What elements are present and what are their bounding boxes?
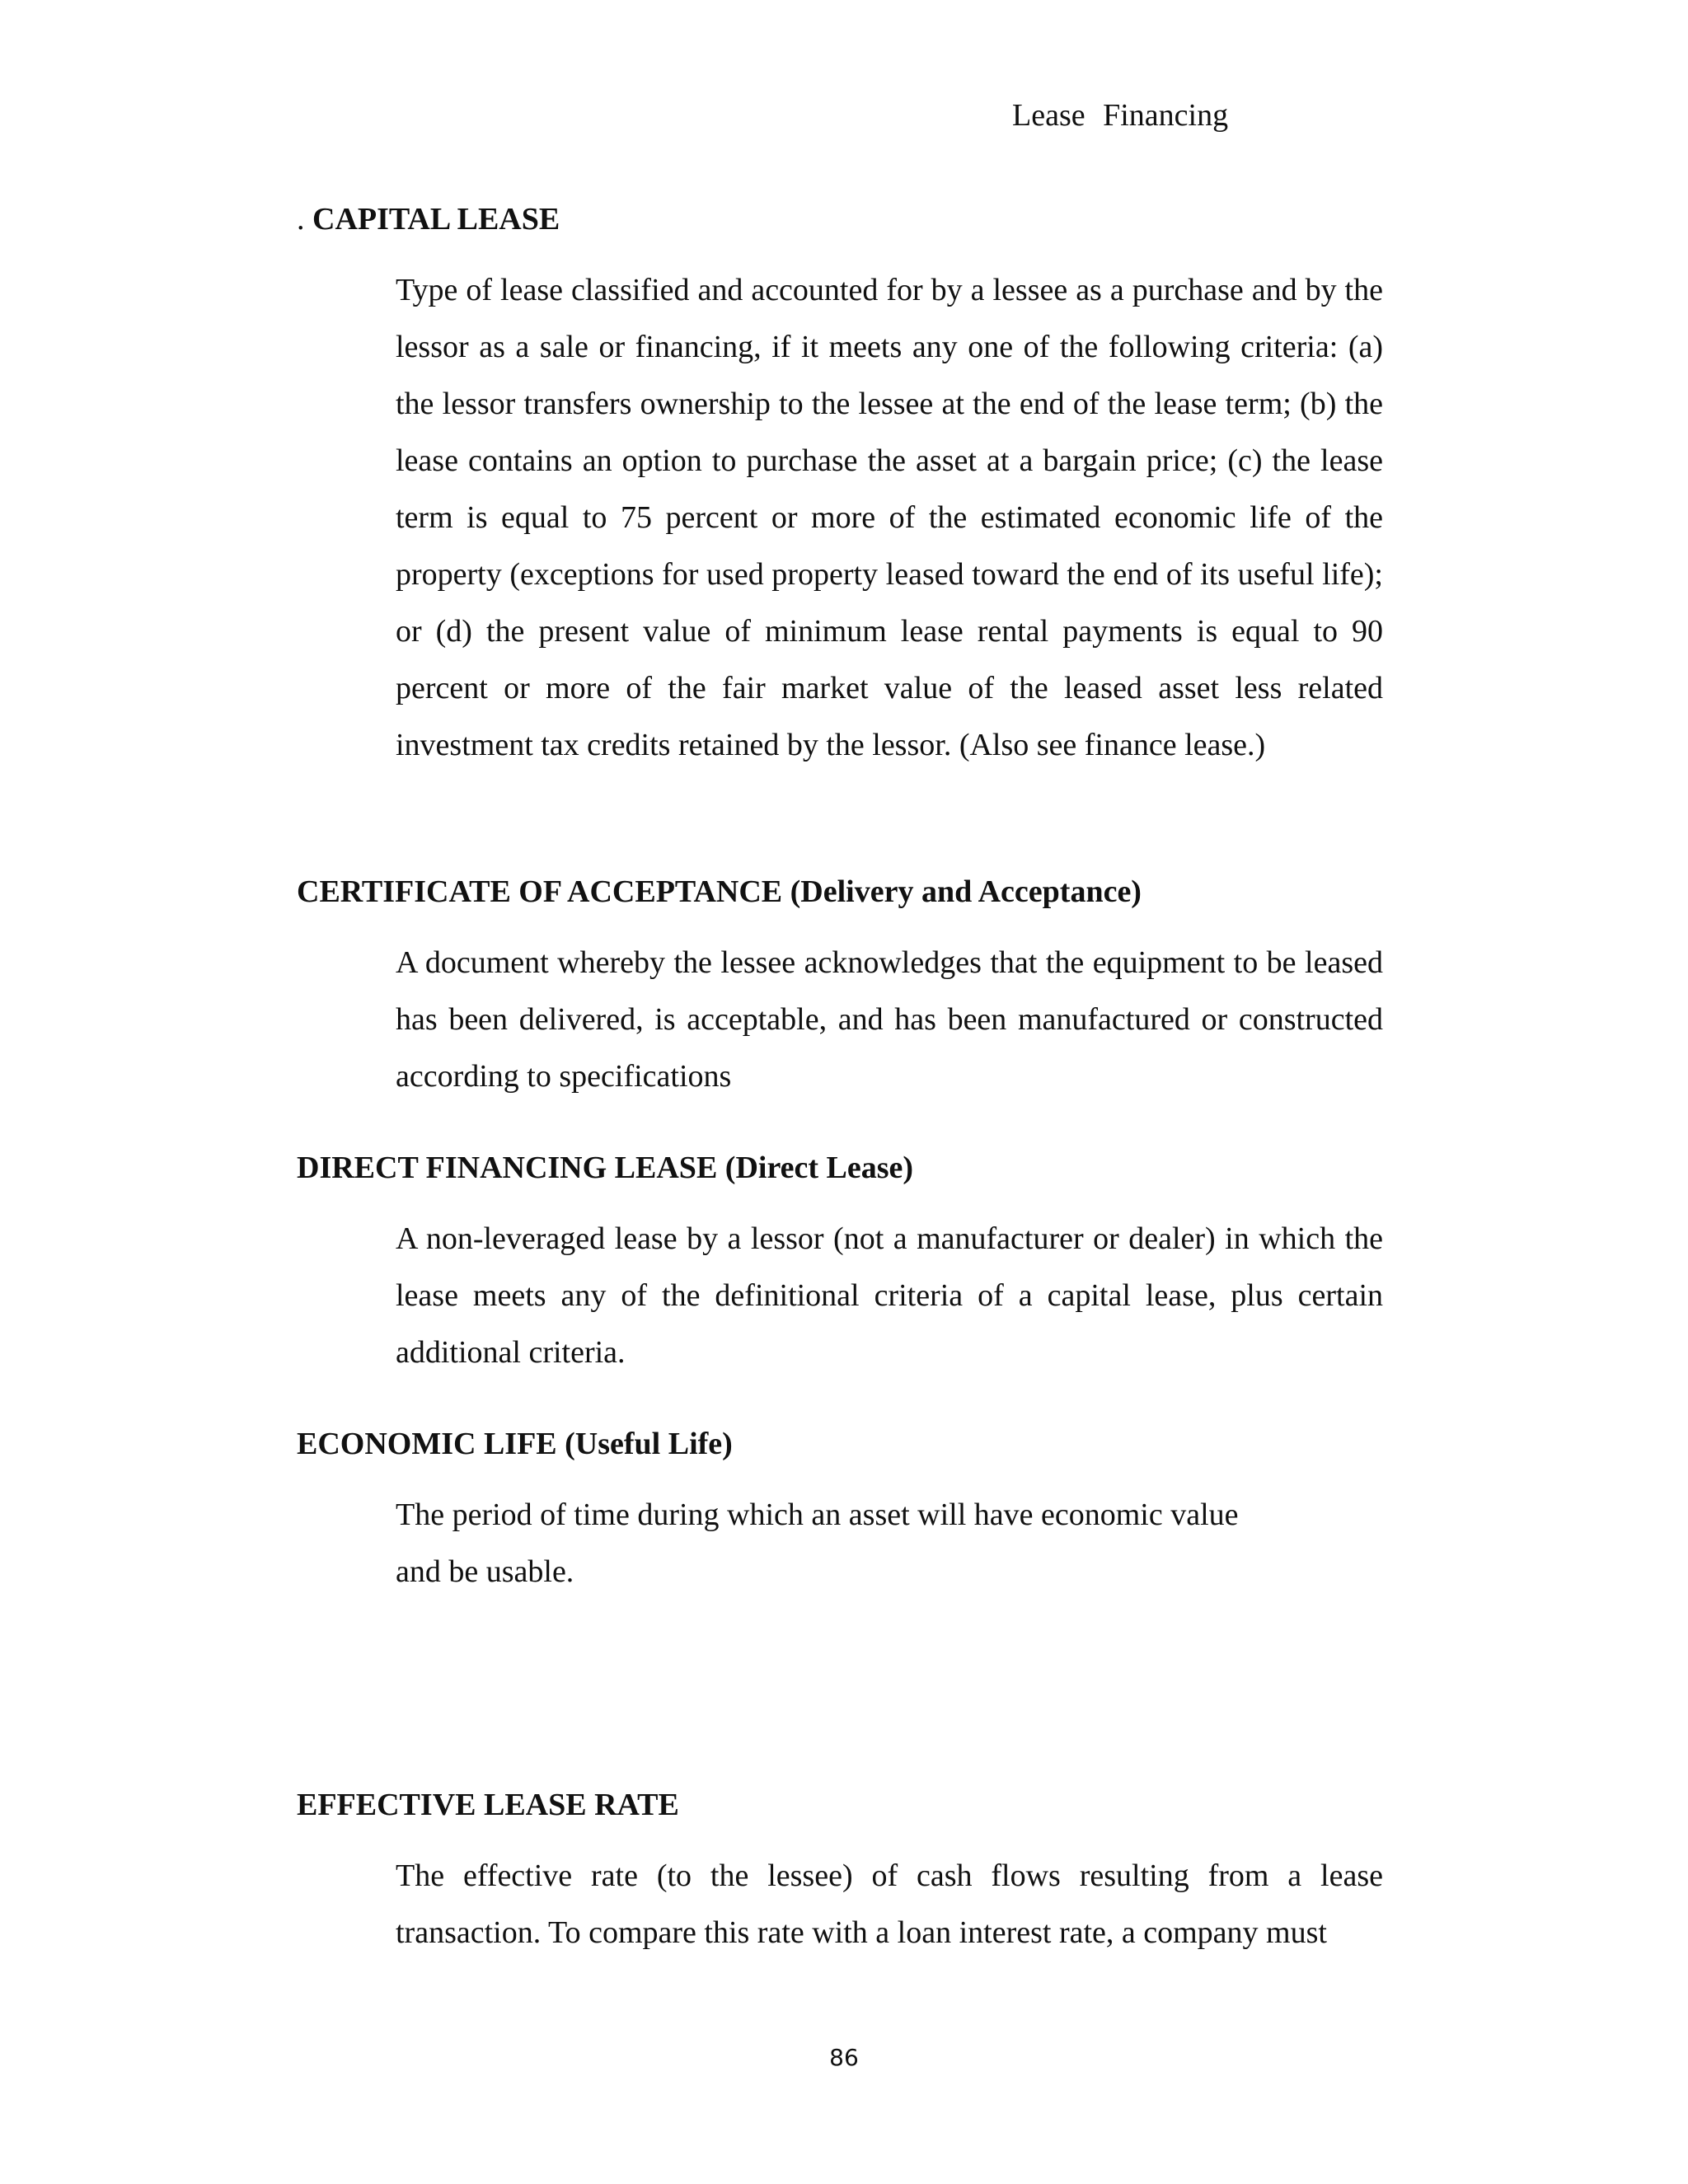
term-heading-certificate-of-acceptance: CERTIFICATE OF ACCEPTANCE (Delivery and Acceptance) bbox=[297, 874, 1142, 909]
definition-line: and be usable. bbox=[396, 1554, 574, 1589]
term-heading-effective-lease-rate: EFFECTIVE LEASE RATE bbox=[297, 1788, 679, 1822]
term-heading-capital-lease bbox=[297, 201, 560, 237]
definition-effective-lease-rate: The effective rate (to the lessee) of cash flows resulting from a lease transaction. To compare this rate with a loan interest rate, a company must bbox=[396, 1858, 1383, 1950]
term-title: CAPITAL LEASE bbox=[312, 202, 560, 237]
heading-lead-dot: . bbox=[297, 202, 312, 237]
definition-line: The period of time during which an asset will have economic value bbox=[396, 1497, 1239, 1532]
term-heading-direct-financing-lease: DIRECT FINANCING LEASE (Direct Lease) bbox=[297, 1151, 914, 1185]
page-number: 86 bbox=[829, 2044, 859, 2071]
definition-direct-financing-lease: A non-leveraged lease by a lessor (not a manufacturer or dealer) in which the lease meets any of the definitional criteria of a capital lease, plus certain additional criteria. bbox=[396, 1221, 1383, 1370]
definition-economic-life bbox=[396, 1487, 1383, 1601]
term-heading-economic-life: ECONOMIC LIFE (Useful Life) bbox=[297, 1427, 733, 1461]
definition-certificate-of-acceptance: A document whereby the lessee acknowledges that the equipment to be leased has been delivered, is acceptable, and has been manufactured or constructed according to specifications bbox=[396, 945, 1383, 1094]
running-header: Lease Financing bbox=[1012, 98, 1229, 133]
definition-capital-lease: Type of lease classified and accounted for by a lessee as a purchase and by the lessor as a sale or financing, if it meets any one of the following criteria: (a) the lessor transfers ownership to the lessee at the end of the lease term; (b) the lease contains an option to purchase the asset at a bargain price; (c) the lease term is equal to 75 percent or more of the estimated economic life of the property (exceptions for used property leased toward the end of its useful life); or (d) the present value of minimum lease rental payments is equal to 90 percent or more of the fair market value of the leased asset less related investment tax credits retained by the lessor. (Also see finance lease.) bbox=[396, 273, 1383, 762]
